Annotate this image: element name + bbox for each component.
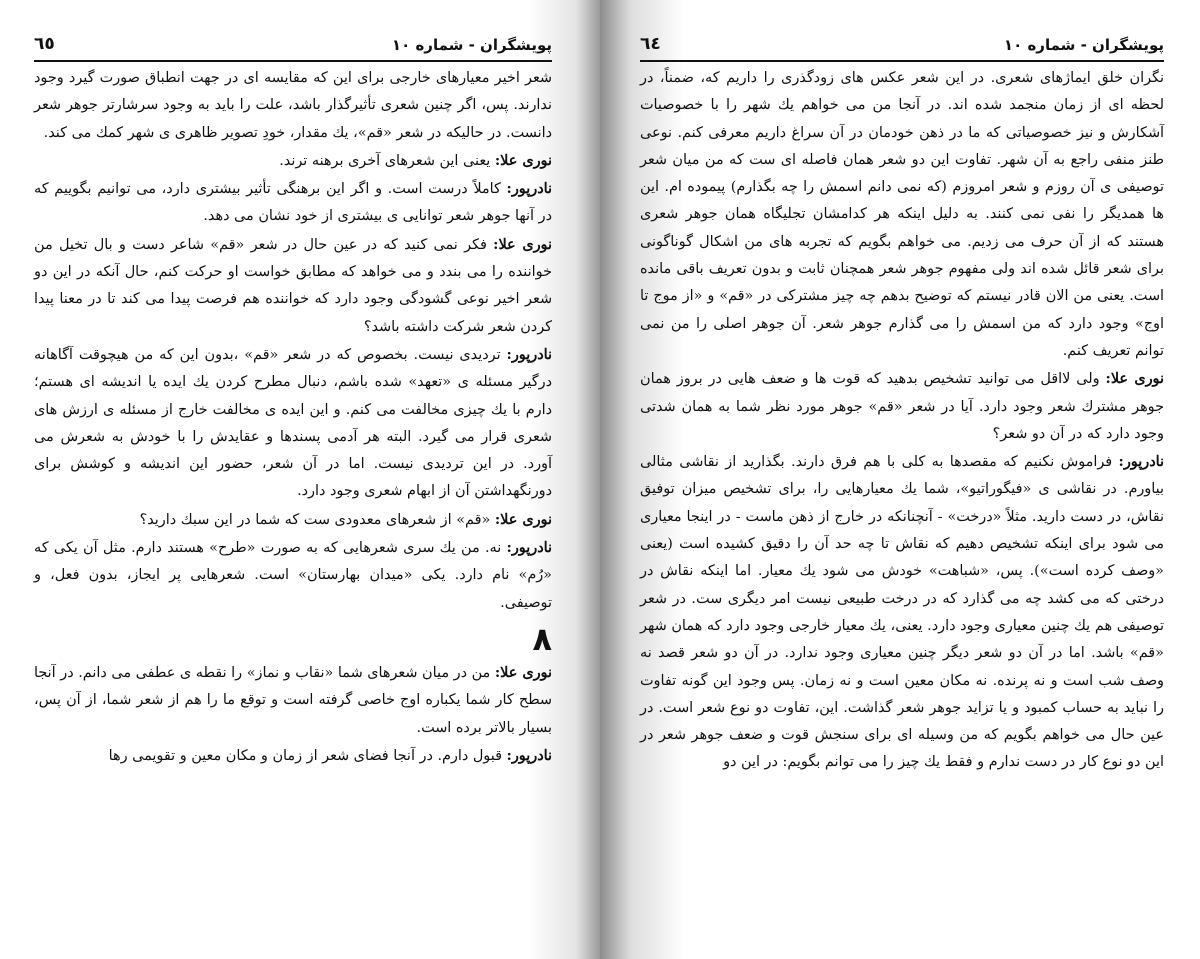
right-paragraphs [640, 65, 1164, 777]
paragraph-text: ولی لااقل می توانید تشخیص بدهید که قوت ها و ضعف هایی در بروز همان جوهر مشترك شعر وجود دارد. آیا در شعر «قم» جوهر مورد نظر شما به همان شدتی وجود دارد که در آن دو شعر؟ [640, 371, 1164, 442]
paragraph-text: «قم» از شعرهای معدودی ست که شما در این سبك دارید؟ [139, 511, 495, 528]
speaker-name: نوری علا: [493, 235, 552, 253]
speaker-name: نوری علا: [494, 151, 552, 169]
paragraph-text: یعنی این شعرهای آخری برهنه ترند. [279, 152, 495, 169]
left-paragraphs [34, 65, 552, 617]
left-running-title: پویشگران - شماره ١٠ [391, 36, 552, 54]
right-page [600, 0, 1200, 959]
right-page-number: ٦٤ [640, 34, 661, 54]
speaker-name: نادرپور: [506, 180, 552, 198]
right-page-header [640, 20, 1164, 62]
left-paragraphs-after [34, 659, 552, 770]
paragraph-text: فکر نمی کنید که در عین حال در شعر «قم» شاعر دست و بال تخیل من خواننده را می بندد و می خواهد که مطابق خواست او حرکت کنم، حال آنکه در این دو شعر اخیر نوعی گشودگی وجود دارد که خواننده هم فرصت پیدا می کند تا در معنا پیدا کردن شعر شرکت داشته باشد؟ [34, 236, 552, 335]
paragraph-text: کاملاً درست است. و اگر این برهنگی تأثیر بیشتری دارد، می توانیم بگوییم که در آنها جوهر شعر توانایی ی بیشتری از خود نشان می دهد. [34, 181, 552, 225]
paragraph [640, 448, 1164, 777]
paragraph [34, 175, 552, 231]
paragraph-text: نه. من یك سری شعرهایی که به صورت «طرح» هستند دارم. مثل آن یکی که «رُم» نام دارد. یکی «میدان بهارستان» است. شعرهایی پر ایجاز، بدون فعل، و توصیفی. [34, 540, 552, 611]
paragraph-text: شعر اخیر معیارهای خارجی برای این که مقایسه ای در جهت انطباق صورت گیرد وجود ندارند. پس، اگر چنین شعری تأثیرگذار باشد، علت را باید به وجود سرشارتر جوهر شعر دانست. در حالیکه در شعر «قم»، یك مقدار، خودِ تصویر ظاهری ی شهر کمك می کند. [34, 70, 552, 141]
paragraph [34, 659, 552, 742]
paragraph [34, 341, 552, 506]
section-number: ٨ [532, 619, 552, 658]
speaker-name: نوری علا: [1105, 370, 1164, 388]
paragraph-text: فراموش نکنیم که مقصدها به کلی با هم فرق دارند. بگذارید از نقاشی مثالی بیاورم. در نقاشی ی «فیگوراتیو»، شما یك معیارهایی را، برای تشخیص میزان توفیق نقاش، در دست دارید. مثلاً «درخت» - آنچنانکه در خارج از ذهن ماست - در اینجا معیاری می شود برای اینکه تشخیص دهیم که نقاش تا چه حد آن را دقیق کشیده است (یعنی «وصف کرده است»). پس، «شباهت» خودش می شود یك معیار. اما اینکه نقاش در درختی که می کشد چه می گذارد که در درخت طبیعی نیست امر دیگری ست. در شعر توصیفی هم یك چنین معیاری وجود دارد. یعنی، یك معیار خارجی وجود دارد که همان شهر «قم» باشد. اما در آن دو شعر دیگر چنین معیاری وجود ندارد. در آن دو شعر قصد نه وصف شب است و نه پرنده. نه مکان معین است و نه زمان. پس وجود این گونه تفاوت را نباید به حساب کمبود و یا تزاید جوهر شعر گذاشت. این، تفاوت دو نوع شعر است. در عین حال می خواهم بگویم که من وسیله ای برای سنجش قوت و ضعف جوهر شعر در این دو نوع کار در دست ندارم و فقط یك چیز را می توانم بگویم: در این دو [640, 454, 1164, 771]
left-page-number: ٦٥ [34, 34, 55, 54]
speaker-name: نادرپور: [506, 539, 552, 557]
paragraph [34, 742, 552, 770]
paragraph [640, 65, 1164, 365]
speaker-name: نوری علا: [494, 663, 552, 681]
paragraph [34, 534, 552, 617]
paragraph [34, 147, 552, 175]
speaker-name: نادرپور: [506, 746, 552, 764]
paragraph [34, 65, 552, 147]
paragraph-text: قبول دارم. در آنجا فضای شعر از زمان و مکان معین و تقویمی رها [108, 747, 507, 764]
paragraph-text: من در میان شعرهای شما «نقاب و نماز» را نقطه ی عطفی می دانم. در آنجا سطح کار شما یکباره اوج خاصی گرفته است و توقع ما را هم از شعر شما، از آن پس، بسیار بالاتر برده است. [34, 664, 552, 736]
right-page-body [640, 62, 1164, 777]
speaker-name: نادرپور: [1118, 453, 1164, 471]
paragraph [34, 506, 552, 534]
left-page-header [34, 20, 552, 62]
speaker-name: نوری علا: [494, 510, 552, 528]
right-running-title: پویشگران - شماره ١٠ [1003, 36, 1164, 54]
paragraph [640, 365, 1164, 448]
paragraph-text: نگران خلق ایماژهای شعری. در این شعر عکس های زودگذری را داریم که، ضمناً، در لحظه ای از زمان منجمد شده اند. در آنجا من می خواهم یك شهر را با خصوصیات آشکارش و نیز خصوصیاتی که ما در ذهن خودمان در آن سراغ داریم معرفی کنم. نوعی طنز منفی راجع به آن شهر. تفاوت این دو شعر همان فاصله ای ست که من میان شعر توصیفی ی آن روزم و شعر امروزم (که نمی دانم اسمش را چه بگذارم) پیموده ام. این ها همدیگر را نفی نمی کنند. به دلیل اینکه هر کدامشان تجلیگاه همان جوهر شعری هستند که از آن حرف می زدیم. می خواهم بگویم که تجربه های من اشکال گوناگونی برای شعر قائل شده اند ولی مفهوم جوهر شعر همچنان ثابت و بدون تعریف باقی مانده است. یعنی من الان قادر نیستم که توضیح بدهم چه چیز مشترکی در «قم» و «از موج تا اوج» وجود دارد که من اسمش را می گذارم جوهر شعر. آن جوهر اصلی را من نمی توانم تعریف کنم. [640, 70, 1164, 359]
paragraph [34, 231, 552, 341]
left-page-body [34, 62, 552, 770]
speaker-name: نادرپور: [506, 345, 552, 363]
paragraph-text: تردیدی نیست. بخصوص که در شعر «قم» ،بدون این که من هیچوقت آگاهانه درگیر مسئله ی «تعهد» شده باشم، دنبال مطرح کردن یك ایده یا اندیشه ای هستم؛ دارم با یك چیزی مخالفت می کنم. و این ایده ی مخالفت خارج از مسئله ی ارزش های شعری قرار می گیرد. البته هر آدمی پسندها و عقایدش را با خودش به شعرش می آورد. در این تردیدی نیست. اما در آن شعر، حضور این اندیشه و کوشش برای دورنگهداشتن آن از ابهام شعری وجود دارد. [34, 346, 552, 500]
